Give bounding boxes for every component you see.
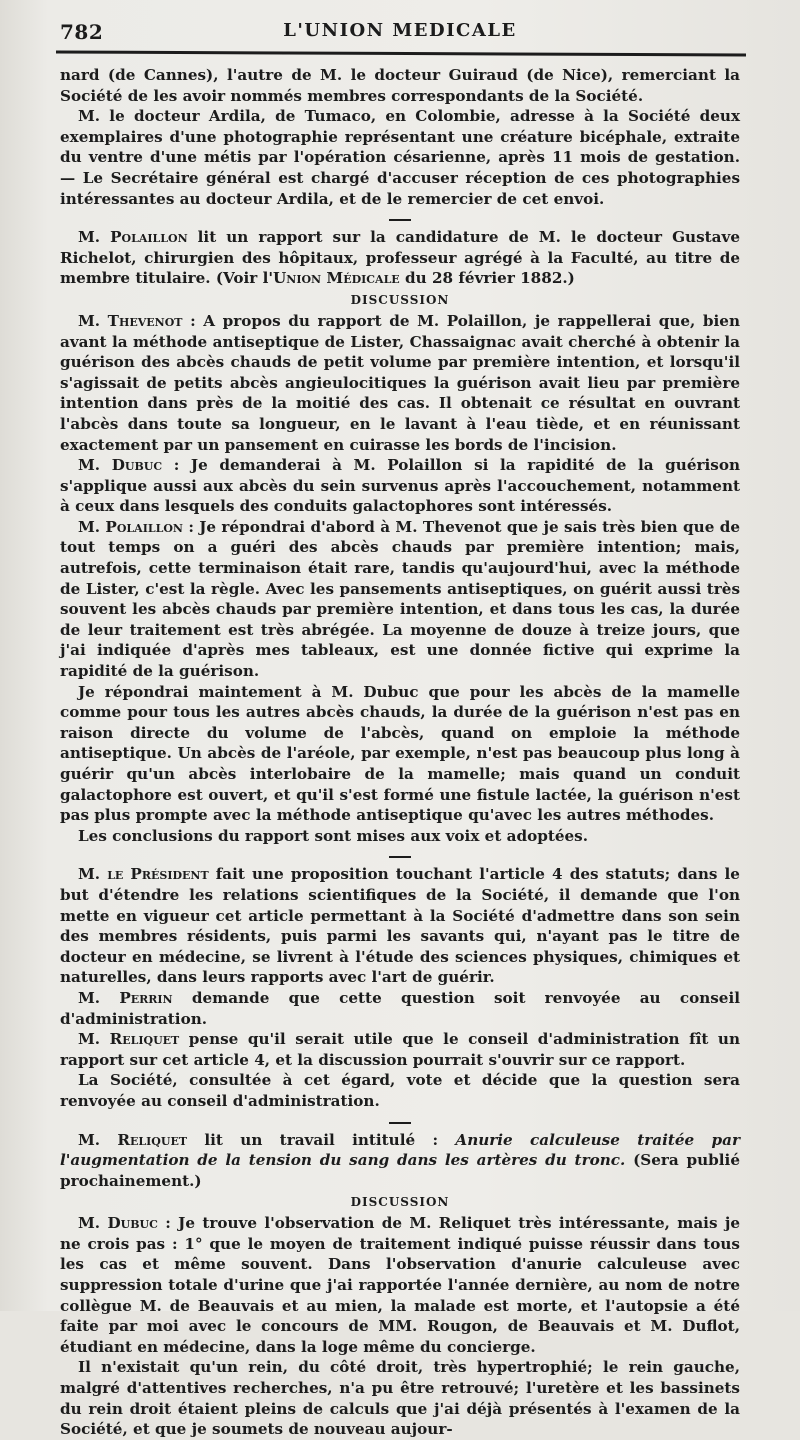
paragraph: Je répondrai maintement à M. Dubuc que pour les abcès de la mamelle comme pour tous les autres abcès chauds, la durée de la guérison n'est pas en raison directe du volume de l'abcès, quand on emploie la méthode antiseptique. Un abcès de l'aréole, par exemple, n'est pas beaucoup plus long à guérir qu'un abcès interlobaire de la mamelle; mais quand un conduit galactophore est ouvert, et qu'il s'est formé une fistule lactée, la guérison n'est pas plus prompte avec la méthode antiseptique qu'avec les autres méthodes. [60,682,740,825]
speaker-name: M. Reliquet [78,1030,180,1049]
paragraph: M. Polaillon : Je répondrai d'abord à M. Thevenot que je sais très bien que de tout temps on a guéri des abcès chauds par première intention; mais, autrefois, cette terminaison était rare, tandis qu'aujourd'hui, avec la méthode de Lister, c'est la règle. Avec les pansements antiseptiques, on guérit aussi très souvent les abcès chauds par première intention, et dans tous les cas, la durée de leur traitement est très abrégée. La moyenne de douze à treize jours, que j'ai indiquée d'après mes tableaux, est une donnée fictive qui exprime la rapidité de la guérison. [60,517,740,681]
paragraph: M. le docteur Ardila, de Tumaco, en Colombie, adresse à la Société deux exemplaires d'une photographie représentant une créature bicéphale, extraite du ventre d'une métis par l'opération césarienne, après 11 mois de gestation. — Le Secrétaire général est chargé d'accuser réception de ces photographies intéressantes au docteur Ardila, et de le remercier de cet envoi. [60,107,740,208]
separator-rule [60,211,740,227]
speaker-name: M. Dubuc [78,1214,158,1233]
paragraph: Les conclusions du rapport sont mises aux voix et adoptées. [78,826,589,845]
work-title: Anurie calculeuse traitée par l'augmentation de la tension du sang dans les artères du tronc. [60,1130,740,1170]
speaker-name: M. Polaillon [78,228,188,247]
speaker-name: M. Thevenot [78,311,183,330]
paragraph: M. Reliquet pense qu'il serait utile que le conseil d'administration fît un rapport sur cet article 4, et la discussion pourrait s'ouvrir sur ce rapport. [60,1030,740,1069]
speaker-name: M. Polaillon [78,517,183,536]
separator-rule [60,1114,740,1130]
page-number: 782 [60,20,104,44]
journal-title: L'UNION MEDICALE [283,20,517,41]
paragraph: nard (de Cannes), l'autre de M. le docteur Guiraud (de Nice), remerciant la Société de les avoir nommés membres correspondants de la Société. [60,66,740,105]
speaker-name: M. Perrin [78,988,173,1007]
paragraph: M. Reliquet lit un travail intitulé : Anurie calculeuse traitée par l'augmentation de la tension du sang dans les artères du tronc. (Sera publié prochainement.) [60,1130,740,1190]
article-body [60,65,740,1440]
paragraph: M. le Président fait une proposition touchant l'article 4 des statuts; dans le but d'étendre les relations scientifiques de la Société, il demande que l'on mette en vigueur cet article permettant à la Société d'admettre dans son sein des membres résidents, puis parmi les savants qui, n'ayant pas le titre de docteur en médecine, se livrent à l'étude des sciences physiques, chimiques et naturelles, dans leurs rapports avec l'art de guérir. [60,865,740,987]
paragraph: M. Dubuc : Je demanderai à M. Polaillon si la rapidité de la guérison s'applique aussi aux abcès du sein survenus après l'accouchement, notamment à ceux dans lesquels des conduits galactophores sont intéressés. [60,456,740,516]
paragraph: M. Polaillon lit un rapport sur la candidature de M. le docteur Gustave Richelot, chirurgien des hôpitaux, professeur agrégé à la Faculté, au titre de membre titulaire. (Voir l'Union Médicale du 28 février 1882.) [60,228,740,288]
paragraph: M. Thevenot : A propos du rapport de M. Polaillon, je rappellerai que, bien avant la méthode antiseptique de Lister, Chassaignac avait cherché à obtenir la guérison des abcès chauds de petit volume par première intention, et lorsqu'il s'agissait de petits abcès angieulocitiques la guérison avait lieu par première intention dans près de la moitié des cas. Il obtenait ce résultat en ouvrant l'abcès dans toute sa longueur, en le lavant à l'eau tiède, et en réunissant exactement par un pansement en cuirasse les bords de l'incision. [60,311,740,454]
paragraph: M. Dubuc : Je trouve l'observation de M. Reliquet très intéressante, mais je ne crois pas : 1° que le moyen de traitement indiqué puisse réussir dans tous les cas et même souvent. Dans l'observation d'anurie calculeuse avec suppression totale d'urine que j'ai rapportée l'année dernière, au nom de notre collègue M. de Beauvais et au mien, la malade est morte, et l'autopsie a été faite par moi avec le concours de MM. Rougon, de Beauvais et M. Duflot, étudiant en médecine, dans la loge même du concierge. [60,1214,741,1356]
running-head [60,14,740,44]
separator-rule [60,848,740,864]
paragraph: M. Perrin demande que cette question soit renvoyée au conseil d'administration. [60,988,740,1028]
header-rule [56,50,746,56]
speaker-name: M. Reliquet [78,1130,188,1149]
section-heading: DISCUSSION [350,292,450,307]
speaker-name: M. le Président [78,865,209,884]
section-heading: DISCUSSION [350,1195,450,1210]
speaker-name: M. Dubuc [78,456,163,475]
paragraph: La Société, consultée à cet égard, vote et décide que la question sera renvoyée au conseil d'administration. [60,1071,740,1110]
journal-ref: Union Médicale [273,269,400,288]
paragraph: Il n'existait qu'un rein, du côté droit, très hypertrophié; le rein gauche, malgré d'attentives recherches, n'a pu être retrouvé; l'uretère et les bassinets du rein droit étaient pleins de calculs que j'ai déjà présentés à l'examen de la Société, et que je soumets de nouveau aujour- [60,1358,740,1439]
